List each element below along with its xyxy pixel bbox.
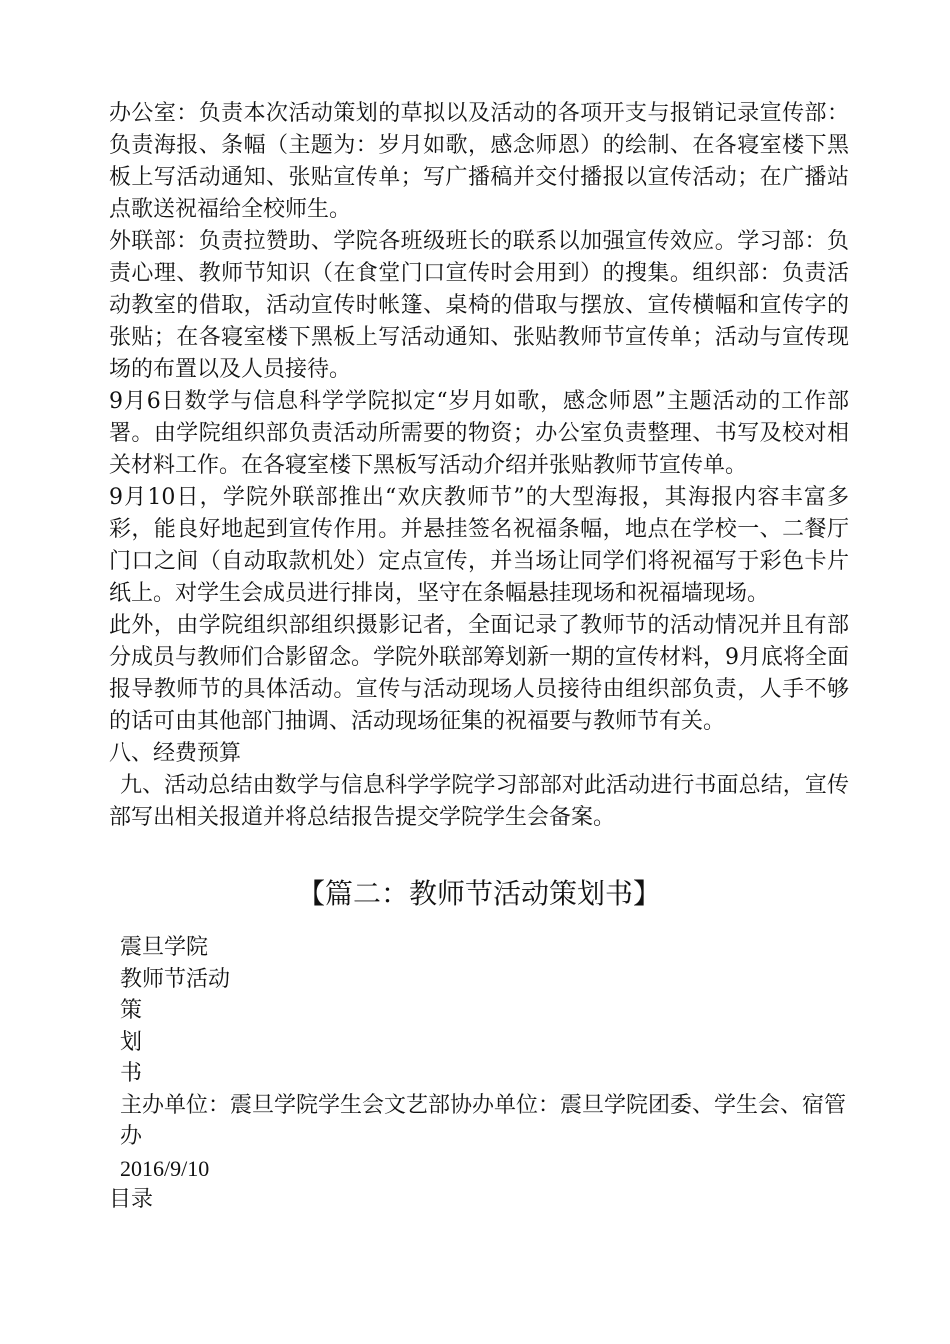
cover-block bbox=[109, 932, 849, 1216]
cover-title-line-2: 策 bbox=[120, 998, 143, 1023]
cover-date: 2016/9/10 bbox=[120, 1155, 210, 1181]
section-budget: 八、经费预算 bbox=[109, 741, 242, 766]
paragraph-sept-6: 9月6日数学与信息科学学院拟定“岁月如歌，感念师恩”主题活动的工作部署。由学院组织部负责活动所需要的物资；办公室负责整理、书写及校对相关材料工作。在各寝室楼下黑板写活动介绍并张贴教师节宣传单。 bbox=[109, 389, 849, 478]
paragraph-sept-10: 9月10日，学院外联部推出“欢庆教师节”的大型海报，其海报内容丰富多彩，能良好地起到宣传作用。并悬挂签名祝福条幅，地点在学校一、二餐厅门口之间（自动取款机处）定点宣传，并当场让同学们将祝福写于彩色卡片纸上。对学生会成员进行排岗，坚守在条幅悬挂现场和祝福墙现场。 bbox=[109, 485, 849, 606]
cover-school: 震旦学院 bbox=[120, 935, 209, 960]
cover-title-line-4: 书 bbox=[120, 1061, 143, 1086]
section-heading: 【篇二：教师节活动策划书】 bbox=[296, 877, 661, 910]
section-summary: 九、活动总结由数学与信息科学学院学习部部对此活动进行书面总结，宣传部写出相关报道并将总结报告提交学院学生会备案。 bbox=[109, 773, 849, 830]
cover-title-line-1: 教师节活动 bbox=[120, 966, 231, 992]
cover-organizer: 主办单位：震旦学院学生会文艺部协办单位：震旦学院团委、学生会、宿管办 bbox=[120, 1092, 847, 1149]
paragraph-liaison-study-organization: 外联部：负责拉赞助、学院各班级班长的联系以加强宣传效应。学习部：负责心理、教师节知识（在食堂门口宣传时会用到）的搜集。组织部：负责活动教室的借取，活动宣传时帐篷、桌椅的借取与摆放、宣传横幅和宣传字的张贴；在各寝室楼下黑板上写活动通知、张贴教师节宣传单；活动与宣传现场的布置以及人员接待。 bbox=[109, 229, 849, 382]
paragraph-additionally: 此外，由学院组织部组织摄影记者，全面记录了教师节的活动情况并且有部分成员与教师们合影留念。学院外联部筹划新一期的宣传材料，9月底将全面报导教师节的具体活动。宣传与活动现场人员接待由组织部负责，人手不够的话可由其他部门抽调、活动现场征集的祝福要与教师节有关。 bbox=[109, 613, 849, 734]
body-text bbox=[109, 98, 849, 834]
paragraph-office-publicity: 办公室：负责本次活动策划的草拟以及活动的各项开支与报销记录宣传部：负责海报、条幅（主题为：岁月如歌，感念师恩）的绘制、在各寝室楼下黑板上写活动通知、张贴宣传单；写广播稿并交付播报以宣传活动；在广播站点歌送祝福给全校师生。 bbox=[109, 101, 849, 222]
table-of-contents-label: 目录 bbox=[109, 1187, 154, 1212]
cover-title-line-3: 划 bbox=[120, 1029, 143, 1055]
